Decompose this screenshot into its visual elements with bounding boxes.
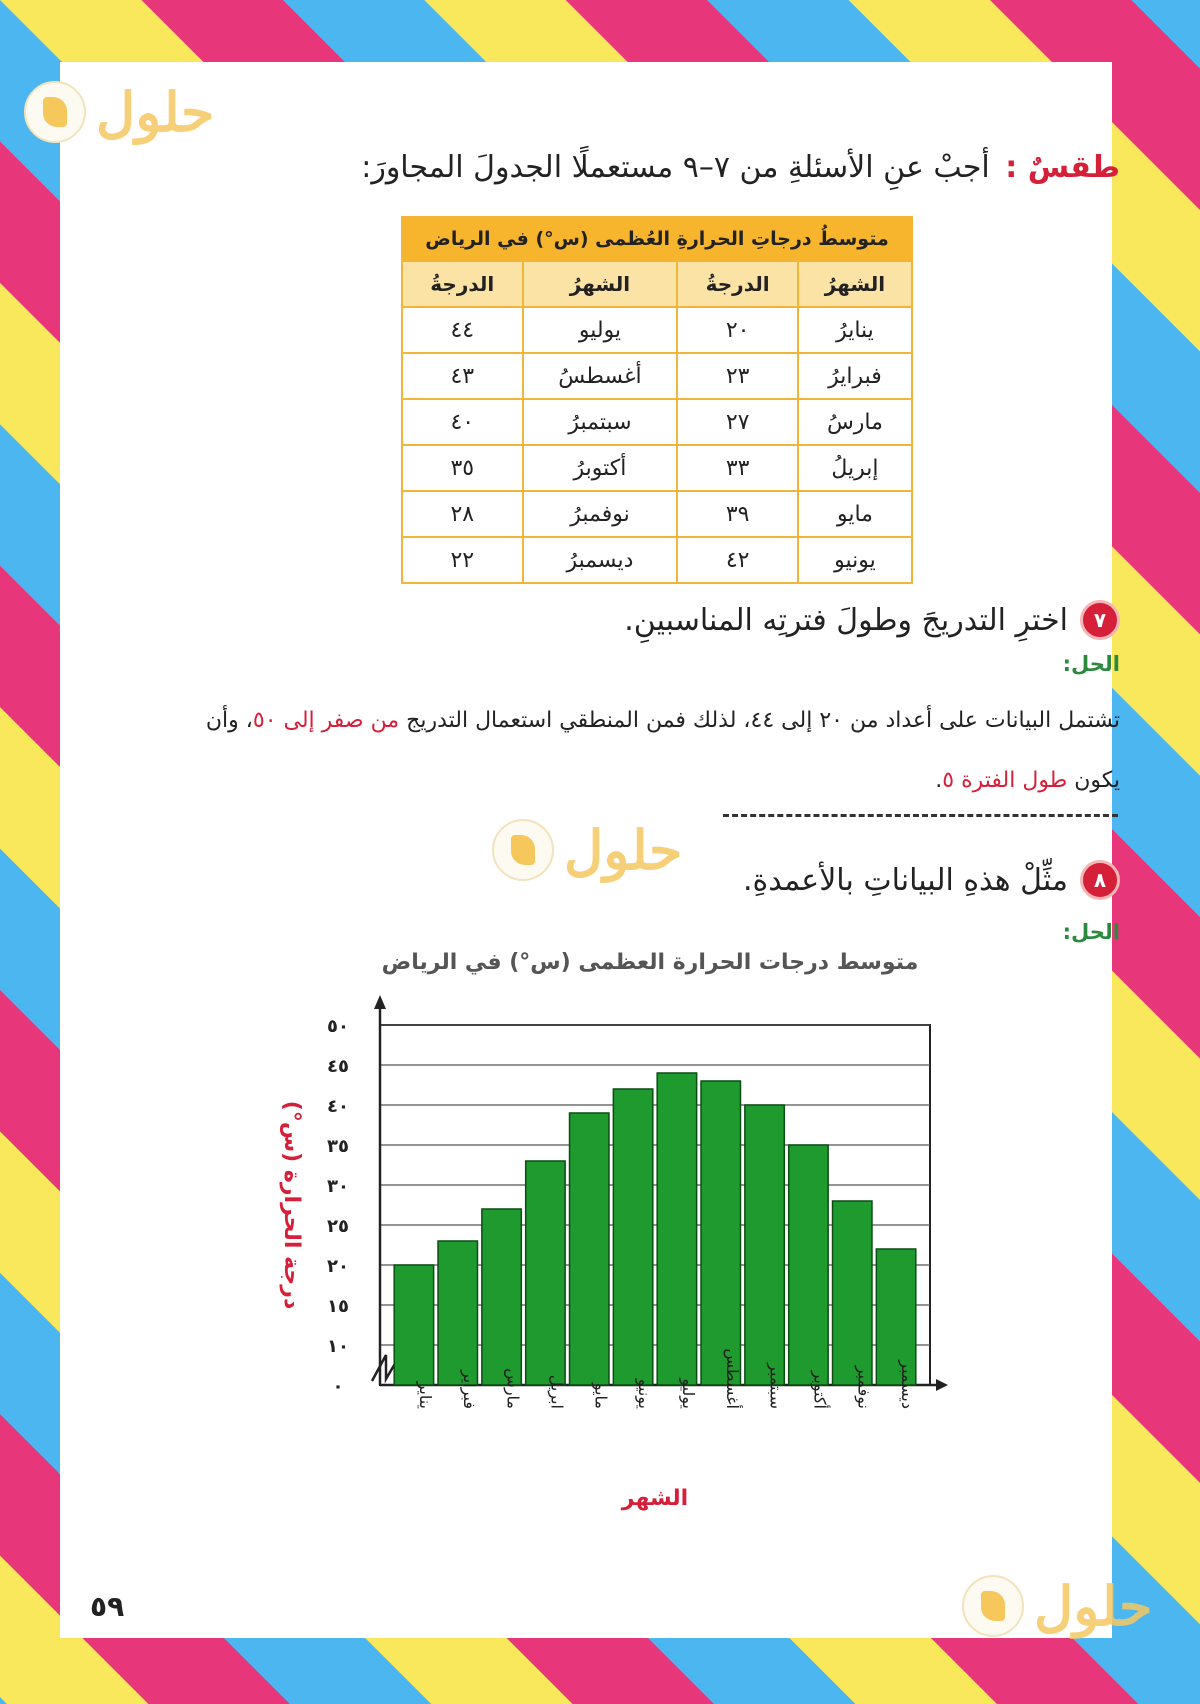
page-number: ٥٩ <box>90 1590 125 1623</box>
table-cell: فبرايرُ <box>798 353 912 399</box>
y-tick-label: ١٠ <box>327 1336 349 1357</box>
x-tick-label: سبتمبر <box>766 1363 786 1409</box>
bar <box>745 1105 784 1385</box>
table-row <box>402 445 912 491</box>
x-tick-label: فبراير <box>459 1369 479 1409</box>
solution-highlight: طول الفترة ٥ <box>942 768 1068 793</box>
table-row <box>402 353 912 399</box>
x-tick-label: ديسمبر <box>898 1360 918 1409</box>
x-tick-label: يونيو <box>635 1378 655 1409</box>
separator-dashed-line <box>723 814 1118 817</box>
x-tick-label: أغسطس <box>722 1348 742 1409</box>
table-cell: يونيو <box>798 537 912 583</box>
x-tick-label: مايو <box>591 1382 611 1409</box>
question-7 <box>220 600 1120 640</box>
bar <box>657 1073 696 1385</box>
solution-text: يكون <box>1067 768 1120 793</box>
task-text: أجبْ عنِ الأسئلةِ من ٧–٩ مستعملًا الجدولَ المجاورَ: <box>361 150 990 185</box>
bar <box>526 1161 565 1385</box>
bar <box>789 1145 828 1385</box>
solution-highlight: من صفر إلى ٥٠ <box>252 708 400 733</box>
task-label: طقسٌ : <box>1005 150 1120 185</box>
logo-icon <box>24 81 86 143</box>
x-tick-label: أكتوبر <box>810 1370 830 1409</box>
x-tick-label: يناير <box>415 1381 435 1409</box>
y-axis-arrow <box>374 995 386 1009</box>
table-cell: ٢٨ <box>402 491 523 537</box>
solution-label: الحل: <box>1062 652 1120 676</box>
temperature-table <box>401 216 913 584</box>
table-row <box>402 537 912 583</box>
question-text: اخترِ التدريجَ وطولَ فترتِه المناسبينِ. <box>624 602 1068 638</box>
x-axis-title: الشهر <box>621 1486 689 1511</box>
table-cell: ينايرُ <box>798 307 912 353</box>
table-cell: نوفمبرُ <box>523 491 678 537</box>
solution-line-1 <box>100 708 1120 733</box>
table-header: الدرجةُ <box>677 261 798 307</box>
x-tick-label: مارس <box>503 1368 523 1409</box>
table-row <box>402 491 912 537</box>
bar <box>613 1089 652 1385</box>
table-cell: مايو <box>798 491 912 537</box>
table-cell: ٤٣ <box>402 353 523 399</box>
solution-label: الحل: <box>1062 920 1120 944</box>
table-cell: مارسُ <box>798 399 912 445</box>
bar <box>570 1113 609 1385</box>
question-8 <box>220 860 1120 900</box>
y-tick-label: ٠ <box>332 1376 344 1397</box>
bar <box>438 1241 477 1385</box>
table-cell: ٣٥ <box>402 445 523 491</box>
y-tick-label: ٢٠ <box>327 1256 349 1277</box>
chart-title: متوسط درجات الحرارة العظمى (س°) في الرياض <box>381 950 919 975</box>
bar <box>394 1265 433 1385</box>
table-cell: ٢٠ <box>677 307 798 353</box>
bar <box>482 1209 521 1385</box>
bar <box>701 1081 740 1385</box>
task-heading <box>220 150 1120 185</box>
solution-text: تشتمل البيانات على أعداد من ٢٠ إلى ٤٤، لذلك فمن المنطقي استعمال التدريج <box>399 708 1120 733</box>
x-tick-label: يوليو <box>678 1378 698 1409</box>
table-cell: يوليو <box>523 307 678 353</box>
logo-text: حلول <box>1034 1574 1153 1638</box>
table-header: الدرجةُ <box>402 261 523 307</box>
table-cell: أكتوبرُ <box>523 445 678 491</box>
x-tick-label: ابريل <box>547 1374 567 1409</box>
table-cell: ٢٢ <box>402 537 523 583</box>
logo-bottom <box>962 1574 1152 1638</box>
table-cell: ٤٠ <box>402 399 523 445</box>
solution-text: ، وأن <box>205 708 253 733</box>
question-text: مثِّلْ هذهِ البياناتِ بالأعمدةِ. <box>742 862 1068 898</box>
logo-text: حلول <box>96 80 215 144</box>
table-cell: ٤٤ <box>402 307 523 353</box>
y-tick-label: ٢٥ <box>327 1216 349 1237</box>
table-cell: ٣٩ <box>677 491 798 537</box>
table-cell: إبريلُ <box>798 445 912 491</box>
table-cell: ديسمبرُ <box>523 537 678 583</box>
solution-line-2 <box>100 768 1120 793</box>
table-header: الشهرُ <box>798 261 912 307</box>
table-cell: ٤٢ <box>677 537 798 583</box>
x-tick-label: نوفمبر <box>854 1365 874 1409</box>
logo-icon <box>962 1575 1024 1637</box>
table-cell: ٢٣ <box>677 353 798 399</box>
table-cell: ٣٣ <box>677 445 798 491</box>
y-axis-title: درجة الحرارة (س°) <box>279 1100 304 1310</box>
question-number-badge: ٨ <box>1080 860 1120 900</box>
table-row <box>402 399 912 445</box>
table-cell: سبتمبرُ <box>523 399 678 445</box>
y-tick-label: ٤٠ <box>327 1096 349 1117</box>
x-axis-arrow <box>936 1379 948 1391</box>
y-tick-label: ٥٠ <box>327 1016 349 1037</box>
y-tick-label: ١٥ <box>327 1296 349 1317</box>
table-header: الشهرُ <box>523 261 678 307</box>
y-tick-label: ٣٥ <box>327 1136 349 1157</box>
table-cell: ٢٧ <box>677 399 798 445</box>
table-row <box>402 307 912 353</box>
y-tick-label: ٤٥ <box>327 1056 349 1077</box>
table-cell: أغسطسُ <box>523 353 678 399</box>
logo-top <box>24 80 214 144</box>
bar-chart <box>240 995 960 1515</box>
logo-text: حلول <box>564 818 683 882</box>
y-tick-label: ٣٠ <box>327 1176 349 1197</box>
question-number-badge: ٧ <box>1080 600 1120 640</box>
solution-text: . <box>935 768 943 793</box>
table-title: متوسطُ درجاتِ الحرارةِ العُظمى (س°) في الرياض <box>402 217 912 261</box>
bar <box>833 1201 872 1385</box>
